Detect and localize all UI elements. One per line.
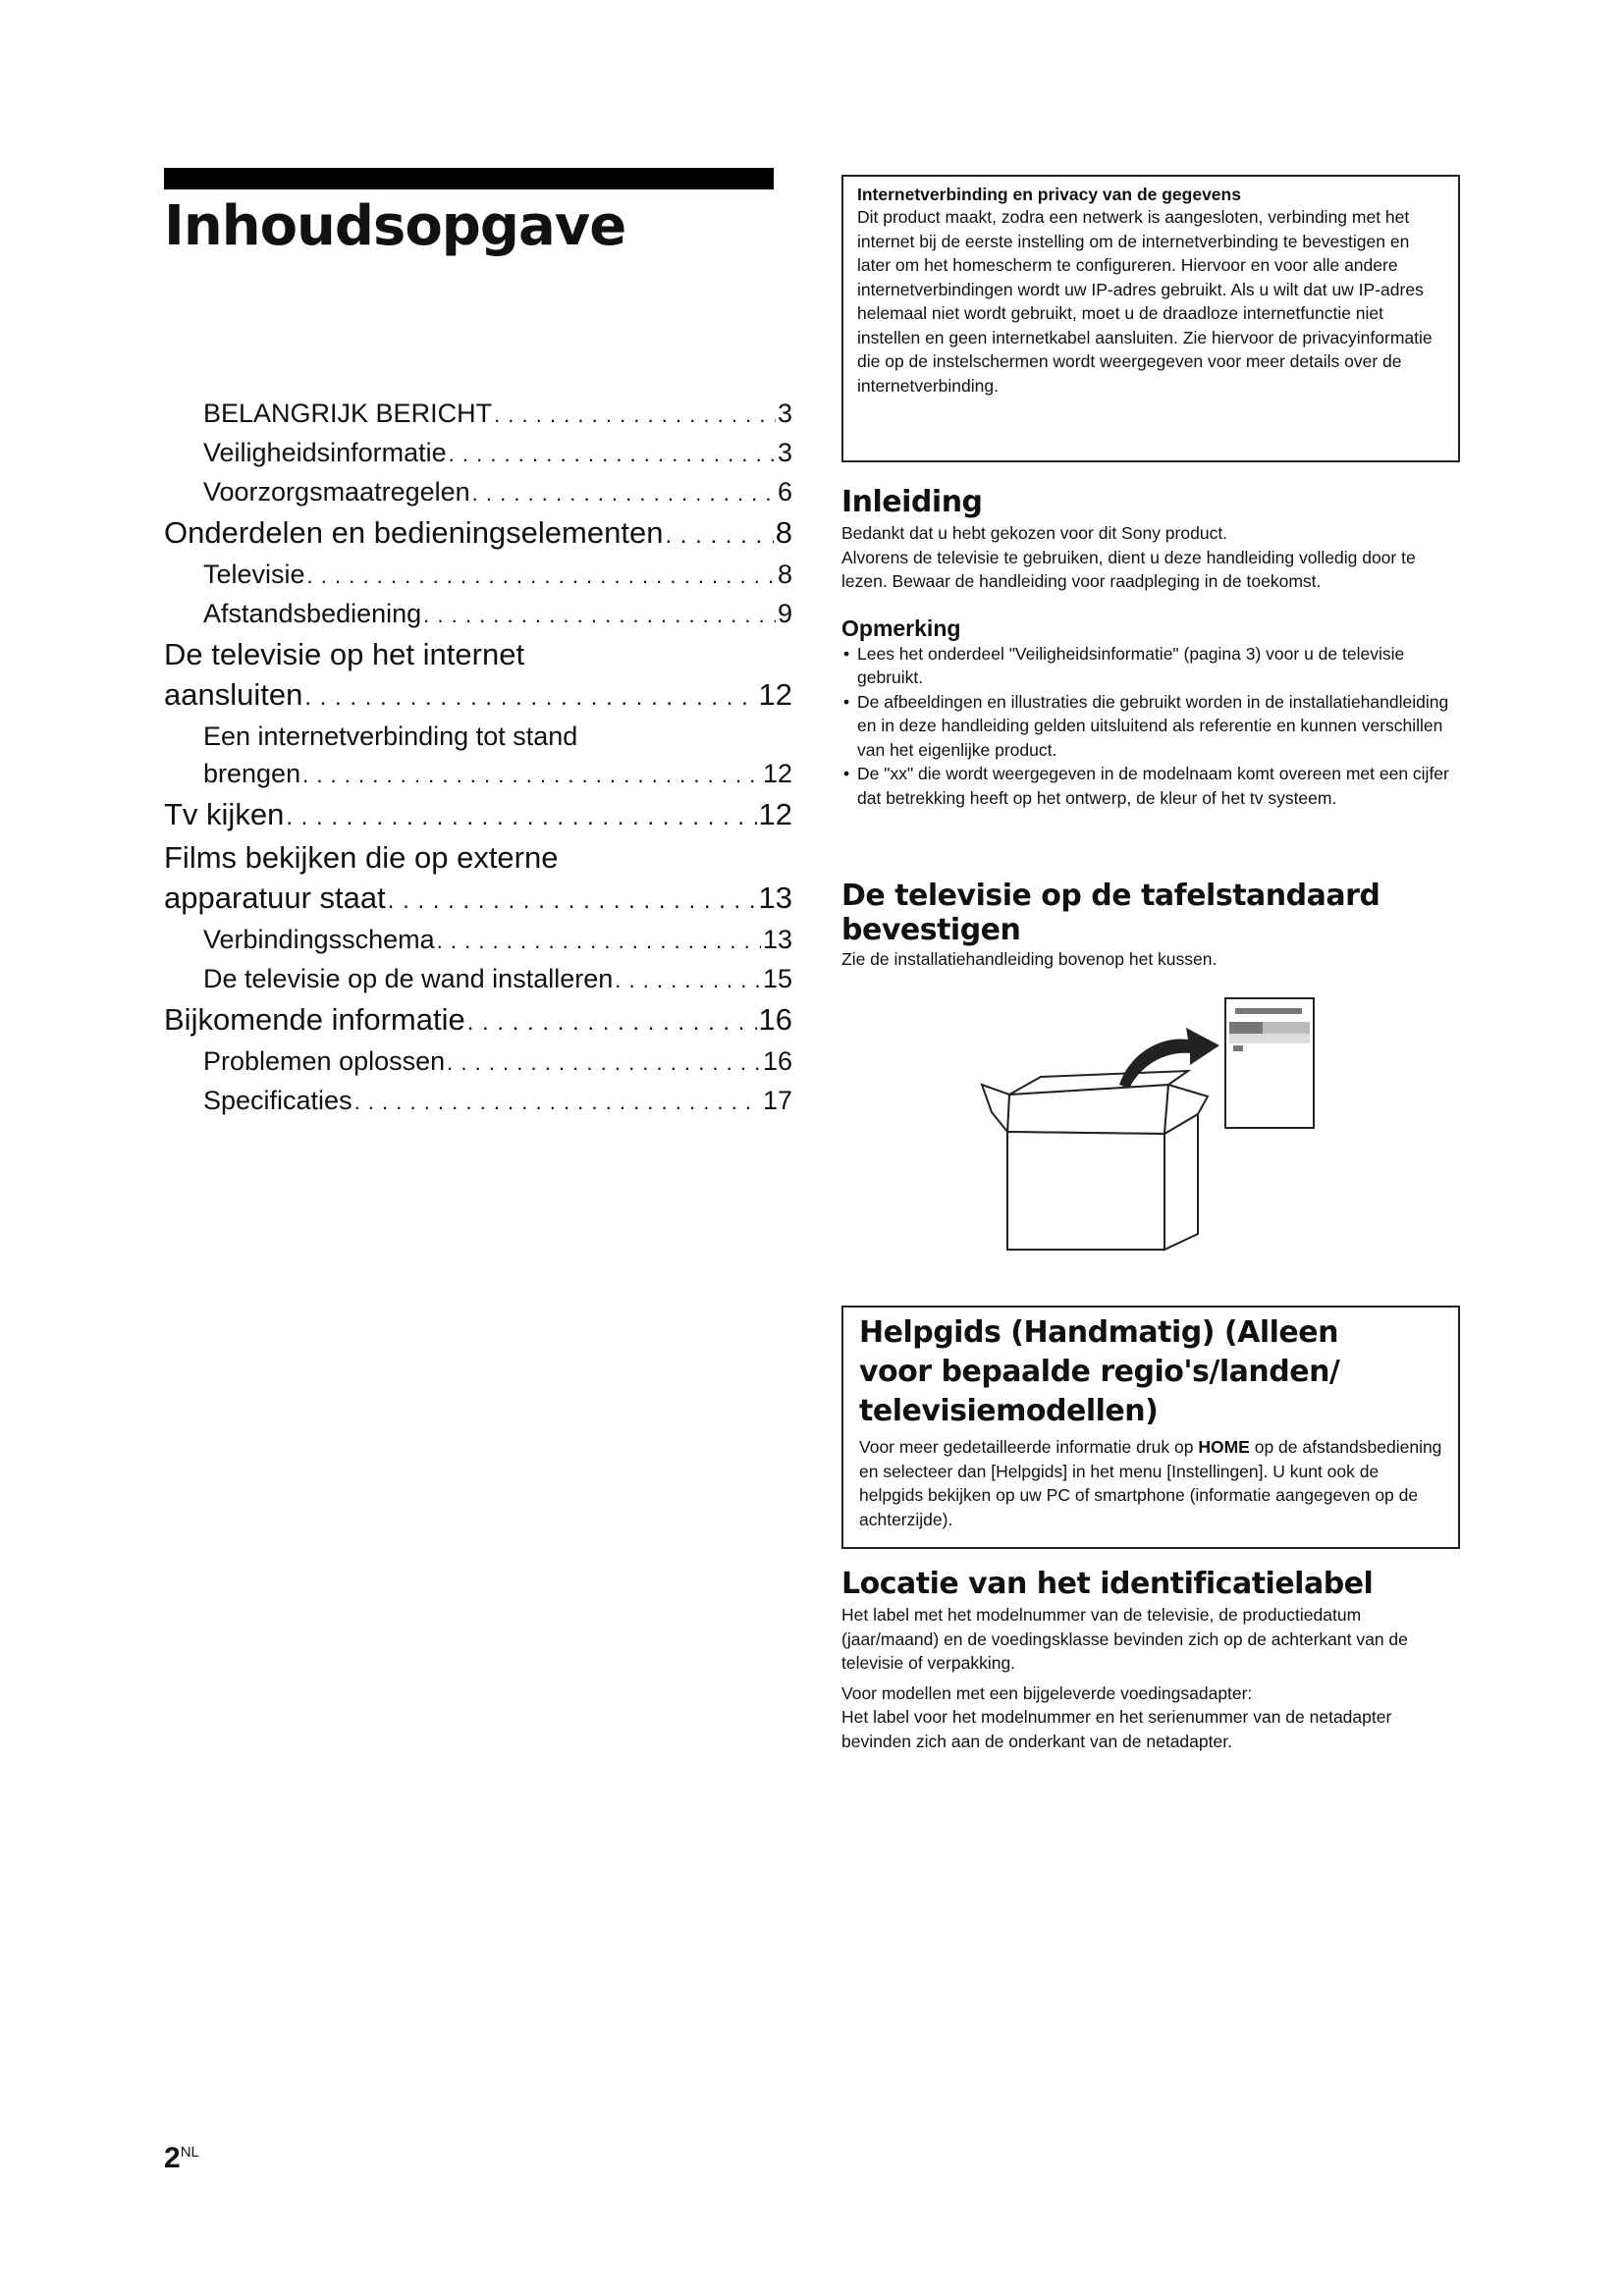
toc-page-number: 13	[762, 925, 792, 954]
toc-leader-dots	[472, 475, 776, 512]
page-number	[164, 2142, 199, 2175]
inleiding-p2: Alvorens de televisie te gebruiken, dient u deze handleiding volledig door te lezen. Bewaar de handleiding voor raadpleging in de toekomst.	[841, 547, 1416, 591]
toc-entry[interactable]	[164, 755, 792, 794]
toc-leader-dots	[388, 881, 757, 921]
toc-entry[interactable]	[164, 1082, 792, 1121]
toc-entry[interactable]	[164, 878, 792, 921]
toc-entry[interactable]	[164, 1042, 792, 1082]
toc-page-number: 12	[758, 677, 792, 712]
tafel-heading: De televisie op de tafelstandaard bevestigen	[841, 879, 1380, 947]
toc-entry-label: Verbindingsschema	[203, 925, 435, 954]
toc-entry[interactable]	[164, 434, 792, 473]
toc-page-number: 16	[758, 1002, 792, 1037]
toc-leader-dots	[304, 677, 756, 718]
toc-entry[interactable]	[164, 794, 792, 837]
toc-leader-dots	[447, 1044, 761, 1082]
toc-entry-label: aansluiten	[164, 677, 303, 712]
toc-page-number: 8	[777, 560, 792, 589]
privacy-box	[841, 175, 1460, 462]
toc-entry-label: Televisie	[203, 560, 305, 589]
inleiding-heading: Inleiding	[841, 485, 983, 519]
toc-page-number: 3	[777, 438, 792, 467]
toc-entry[interactable]	[164, 999, 792, 1042]
toc-page-number: 6	[777, 477, 792, 507]
section-tafelstandaard	[841, 879, 1460, 972]
toc-leader-dots	[665, 515, 773, 556]
toc-entry-line[interactable]: Films bekijken die op externe	[164, 840, 559, 875]
toc-entry-label: Tv kijken	[164, 797, 285, 831]
toc-entry-label: Veiligheidsinformatie	[203, 438, 447, 467]
locatie-p1: Het label met het modelnummer van de televisie, de productiedatum (jaar/maand) en de voedingsklasse bevinden zich op de achterkant van de televisie of verpakking.	[841, 1605, 1408, 1673]
toc-entry-label: Onderdelen en bedieningselementen	[164, 515, 664, 550]
inleiding-p1: Bedankt dat u hebt gekozen voor dit Sony product.	[841, 523, 1228, 543]
toc-leader-dots	[423, 597, 776, 634]
helpgids-text-b: op de afstandsbediening en selecteer dan [Helpgids] in het menu [Instellingen]. U kunt ook de helpgids bekijken op uw PC of smartphone (informatie aangegeven op de achterzijde).	[859, 1437, 1442, 1529]
toc-page-number: 3	[777, 399, 792, 428]
helpgids-text	[859, 1435, 1442, 1531]
opmerking-list	[841, 642, 1460, 811]
helpgids-box	[841, 1306, 1460, 1549]
locatie-p2b: Het label voor het modelnummer en het serienummer van de netadapter bevinden zich aan de onderkant van de netadapter.	[841, 1707, 1392, 1751]
toc-entry[interactable]	[164, 595, 792, 634]
section-inleiding	[841, 485, 1460, 810]
toc-entry[interactable]	[164, 960, 792, 999]
toc-page-number: 16	[762, 1046, 792, 1076]
toc-leader-dots	[467, 1002, 757, 1042]
box-manual-illustration	[972, 987, 1326, 1261]
toc-leader-dots	[615, 962, 761, 999]
toc-page-number: 8	[775, 515, 792, 550]
toc-entry-label: Afstandsbediening	[203, 599, 422, 628]
toc-entry-label: Voorzorgsmaatregelen	[203, 477, 470, 507]
home-key-label: HOME	[1198, 1437, 1250, 1457]
section-locatie	[841, 1567, 1460, 1753]
toc-leader-dots	[354, 1084, 761, 1121]
page-language-suffix: NL	[180, 2144, 199, 2161]
page-number-value: 2	[164, 2142, 181, 2174]
toc-entry-label: Problemen oplossen	[203, 1046, 446, 1076]
toc-page-number: 17	[762, 1086, 792, 1115]
toc-entry-label: De televisie op de wand installeren	[203, 964, 614, 993]
opmerking-heading: Opmerking	[841, 614, 961, 641]
toc-page-number: 13	[758, 881, 792, 915]
list-item: • Lees het onderdeel "Veiligheidsinformatie" (pagina 3) voor u de televisie gebruikt.	[841, 642, 1460, 690]
toc-entry-label: apparatuur staat	[164, 881, 386, 915]
toc-leader-dots	[449, 436, 776, 473]
toc-page-number: 9	[777, 599, 792, 628]
page-title: Inhoudsopgave	[164, 194, 626, 258]
helpgids-text-a: Voor meer gedetailleerde informatie druk op	[859, 1437, 1199, 1457]
privacy-body: Dit product maakt, zodra een netwerk is aangesloten, verbinding met het internet bij de eerste instelling om de internetverbinding te bevestigen en later om het homescherm te configureren. Hiervoor en voor alle andere internetverbindingen wordt uw IP-adres gebruikt. Als u wilt dat uw IP-adres helemaal niet wordt gebruikt, moet u de draadloze internetfunctie niet instellen en geen internetkabel aansluiten. Zie hiervoor de privacyinformatie die op de instelschermen wordt weergegeven voor meer details over de internetverbinding.	[857, 207, 1433, 396]
toc-entry[interactable]	[164, 921, 792, 960]
locatie-p2a: Voor modellen met een bijgeleverde voedingsadapter:	[841, 1682, 1253, 1703]
toc-page-number: 15	[762, 964, 792, 993]
toc-entry[interactable]	[164, 395, 792, 434]
list-item: • De afbeeldingen en illustraties die gebruikt worden in de installatiehandleiding en in deze handleiding gelden uitsluitend als referentie en kunnen verschillen van het eigenlijke product.	[841, 690, 1460, 763]
table-of-contents	[164, 395, 792, 1121]
toc-entry-line[interactable]: De televisie op het internet	[164, 637, 525, 671]
toc-entry[interactable]	[164, 473, 792, 512]
list-item: • De "xx" die wordt weergegeven in de modelnaam komt overeen met een cijfer dat betrekking heeft op het ontwerp, de kleur of het tv systeem.	[841, 762, 1460, 810]
toc-page-number: 12	[762, 759, 792, 788]
tafel-text: Zie de installatiehandleiding bovenop het kussen.	[841, 949, 1218, 969]
toc-leader-dots	[307, 558, 776, 595]
toc-entry[interactable]	[164, 512, 792, 556]
privacy-heading: Internetverbinding en privacy van de gegevens	[857, 185, 1241, 204]
toc-leader-dots	[494, 397, 776, 434]
toc-entry-label: brengen	[203, 759, 301, 788]
toc-entry-label: Specificaties	[203, 1086, 352, 1115]
toc-leader-dots	[302, 757, 761, 794]
toc-entry-label: Bijkomende informatie	[164, 1002, 465, 1037]
title-bar	[164, 168, 774, 189]
toc-leader-dots	[286, 797, 756, 837]
toc-entry-label: BELANGRIJK BERICHT	[203, 399, 493, 428]
toc-entry[interactable]	[164, 674, 792, 718]
helpgids-heading: Helpgids (Handmatig) (Alleen voor bepaalde regio's/landen/ televisiemodellen)	[859, 1315, 1340, 1428]
toc-page-number: 12	[758, 797, 792, 831]
locatie-heading: Locatie van het identificatielabel	[841, 1567, 1374, 1601]
toc-entry[interactable]	[164, 556, 792, 595]
toc-leader-dots	[437, 923, 761, 960]
toc-entry-line[interactable]: Een internetverbinding tot stand	[203, 721, 578, 751]
